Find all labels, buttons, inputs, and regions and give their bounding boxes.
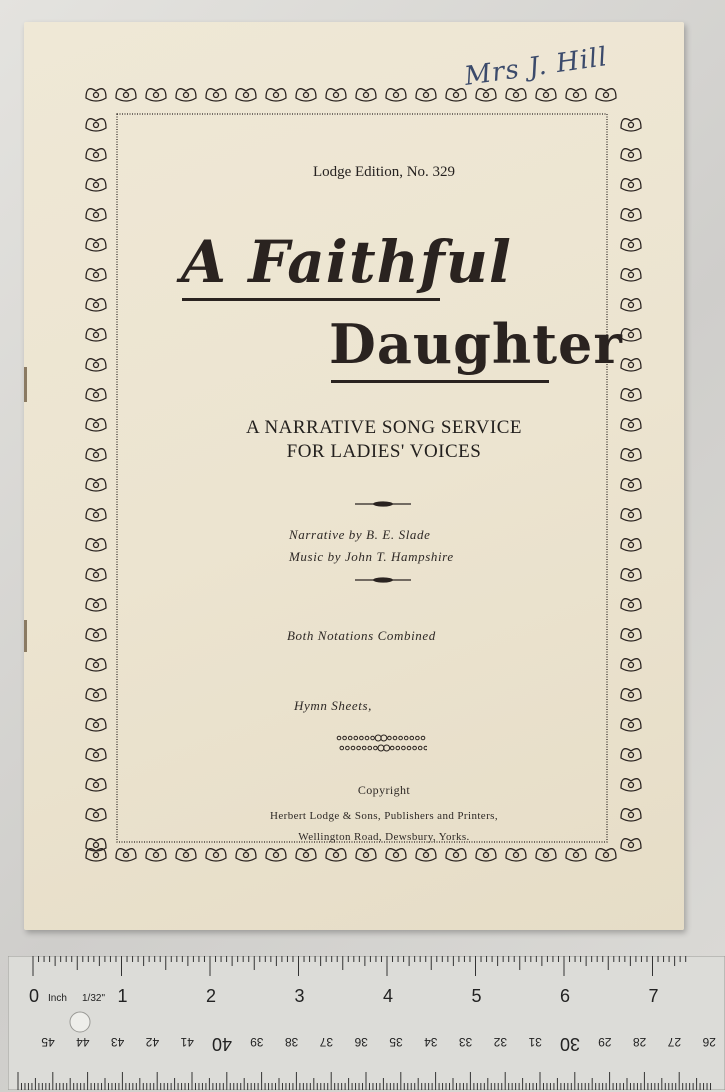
border-flower-center xyxy=(629,483,634,488)
border-flower xyxy=(621,119,641,131)
border-flower xyxy=(536,89,556,101)
ruler-cm-number: 32 xyxy=(493,1035,508,1049)
border-flower xyxy=(296,89,316,101)
ruler-cm-number: 43 xyxy=(110,1035,125,1049)
border-flower xyxy=(86,719,106,731)
border-flower-center xyxy=(604,93,609,98)
border-flower-center xyxy=(629,213,634,218)
ruler-inch-number: 0 xyxy=(29,986,40,1006)
border-flower-center xyxy=(184,93,189,98)
ruler-cm-number: 34 xyxy=(424,1035,438,1049)
border-flower-center xyxy=(424,93,429,98)
divider-ornament xyxy=(353,574,413,586)
border-flower-center xyxy=(94,453,99,458)
border-flower-center xyxy=(94,693,99,698)
title-underline-2 xyxy=(331,380,549,383)
ornament-dot xyxy=(404,736,408,740)
ruler-hole xyxy=(70,1012,90,1032)
border-flower-center xyxy=(124,853,129,858)
ruler-inch-number: 7 xyxy=(648,986,659,1006)
border-flower-center xyxy=(629,333,634,338)
border-flower-center xyxy=(94,423,99,428)
border-flower xyxy=(86,449,106,461)
ornament-dot xyxy=(368,746,372,750)
ornament-dot xyxy=(337,736,341,740)
border-flower-center xyxy=(629,813,634,818)
title-underline-1 xyxy=(182,298,440,301)
border-flower xyxy=(86,269,106,281)
border-flower xyxy=(86,149,106,161)
border-flower-center xyxy=(629,603,634,608)
ruler-body xyxy=(8,956,725,1090)
ornament-dot xyxy=(410,736,414,740)
ornament-dot xyxy=(354,736,358,740)
border-flower-center xyxy=(94,393,99,398)
border-flower-center xyxy=(94,723,99,728)
border-flower-center xyxy=(629,363,634,368)
border-flower-center xyxy=(94,603,99,608)
border-flower-center xyxy=(484,93,489,98)
border-flower-center xyxy=(94,513,99,518)
border-flower-center xyxy=(629,723,634,728)
handwritten-signature: Mrs J. Hill xyxy=(462,42,610,92)
border-flower-center xyxy=(629,753,634,758)
border-flower-center xyxy=(94,853,99,858)
ornament-dot xyxy=(365,736,369,740)
border-flower-center xyxy=(94,363,99,368)
border-flower-center xyxy=(514,93,519,98)
border-flower-center xyxy=(154,93,159,98)
border-flower-center xyxy=(94,663,99,668)
copyright-notice: Copyright xyxy=(357,783,411,797)
publisher-info xyxy=(139,806,629,848)
border-flower-center xyxy=(94,573,99,578)
border-flower xyxy=(86,359,106,371)
border-flower-center xyxy=(629,303,634,308)
title-line-2: Daughter xyxy=(329,312,623,376)
subtitle-line-2: FOR LADIES' VOICES xyxy=(286,441,482,462)
border-flower-center xyxy=(629,183,634,188)
border-flower xyxy=(176,89,196,101)
border-flower-center xyxy=(94,483,99,488)
border-flower xyxy=(86,89,106,101)
border-flower xyxy=(86,329,106,341)
ruler-cm-number: 36 xyxy=(354,1035,368,1049)
subtitle xyxy=(139,416,629,464)
border-flower xyxy=(86,659,106,671)
border-flower xyxy=(86,299,106,311)
ruler-inch-label: Inch xyxy=(48,993,67,1004)
border-flower xyxy=(86,239,106,251)
border-flower-center xyxy=(94,243,99,248)
border-flower xyxy=(86,119,106,131)
border-flower-center xyxy=(629,513,634,518)
border-flower-center xyxy=(94,633,99,638)
cover-content xyxy=(139,140,629,865)
border-flower-center xyxy=(629,573,634,578)
border-flower-center xyxy=(94,273,99,278)
border-flower xyxy=(506,89,526,101)
border-flower-center xyxy=(304,93,309,98)
ruler-inch-number: 4 xyxy=(383,986,394,1006)
ruler-cm-number: 28 xyxy=(632,1035,647,1049)
border-flower xyxy=(86,419,106,431)
ornament-dot xyxy=(402,746,406,750)
border-flower xyxy=(86,569,106,581)
border-flower-center xyxy=(629,543,634,548)
ruler-inch-number: 2 xyxy=(206,986,217,1006)
border-flower-center xyxy=(629,393,634,398)
hymn-sheets-note: Hymn Sheets, xyxy=(294,698,372,713)
border-flower xyxy=(386,89,406,101)
ruler-inch-number: 3 xyxy=(294,986,305,1006)
border-flower-center xyxy=(244,93,249,98)
border-flower-center xyxy=(629,453,634,458)
border-flower xyxy=(86,839,106,851)
border-flower-center xyxy=(94,123,99,128)
border-flower-center xyxy=(629,783,634,788)
ornament-dot xyxy=(413,746,417,750)
ruler-cm-number: 26 xyxy=(702,1035,716,1049)
border-flower-center xyxy=(574,93,579,98)
ornament-dot xyxy=(424,746,427,750)
border-flower-center xyxy=(334,93,339,98)
border-flower-center xyxy=(94,753,99,758)
border-flower-center xyxy=(629,633,634,638)
ornament-dot xyxy=(407,746,411,750)
title-line-1: A Faithful xyxy=(181,228,512,296)
divider-ornament xyxy=(353,498,413,510)
credits xyxy=(289,524,454,568)
ruler-cm-number: 37 xyxy=(319,1035,334,1049)
ornament-dot xyxy=(362,746,366,750)
notations-note: Both Notations Combined xyxy=(287,628,436,643)
border-flower xyxy=(86,629,106,641)
border-flower xyxy=(86,599,106,611)
border-flower-center xyxy=(629,153,634,158)
ornament-dot xyxy=(390,746,394,750)
border-flower-center xyxy=(629,663,634,668)
ruler-cm-number: 44 xyxy=(76,1035,90,1049)
ruler-cm-number: 39 xyxy=(250,1035,264,1049)
border-flower-center xyxy=(94,543,99,548)
border-flower-center xyxy=(544,93,549,98)
ruler-cm-number: 38 xyxy=(284,1035,299,1049)
border-flower-center xyxy=(94,183,99,188)
border-flower xyxy=(86,779,106,791)
border-flower-center xyxy=(629,243,634,248)
border-flower xyxy=(116,849,136,861)
measuring-ruler xyxy=(8,956,725,1090)
border-flower xyxy=(86,689,106,701)
ruler-cm-number: 33 xyxy=(458,1035,473,1049)
border-flower-center xyxy=(629,423,634,428)
border-flower xyxy=(86,209,106,221)
border-flower xyxy=(86,749,106,761)
border-flower xyxy=(476,89,496,101)
border-flower-center xyxy=(94,333,99,338)
border-flower-center xyxy=(94,213,99,218)
border-flower xyxy=(236,89,256,101)
border-flower xyxy=(566,89,586,101)
border-flower xyxy=(266,89,286,101)
border-flower xyxy=(86,539,106,551)
border-flower-center xyxy=(394,93,399,98)
border-flower-center xyxy=(94,783,99,788)
border-flower-center xyxy=(214,93,219,98)
ornament-dot xyxy=(343,736,347,740)
border-flower xyxy=(86,389,106,401)
ruler-cm-number: 35 xyxy=(389,1035,403,1049)
ornament-dot xyxy=(351,746,355,750)
border-flower xyxy=(86,479,106,491)
ornament-dot xyxy=(371,736,375,740)
border-flower-center xyxy=(629,843,634,848)
border-flower-center xyxy=(454,93,459,98)
border-flower xyxy=(86,179,106,191)
ruler-cm-number: 40 xyxy=(211,1034,233,1054)
border-flower xyxy=(86,809,106,821)
border-flower-center xyxy=(94,303,99,308)
ruler-cm-number: 31 xyxy=(528,1035,542,1049)
border-flower xyxy=(446,89,466,101)
border-flower xyxy=(326,89,346,101)
border-flower xyxy=(416,89,436,101)
music-credit: Music by John T. Hampshire xyxy=(289,549,454,564)
ornament-dot xyxy=(399,736,403,740)
border-flower xyxy=(146,89,166,101)
ruler-inch-number: 1 xyxy=(117,986,128,1006)
ruler-cm-number: 27 xyxy=(667,1035,682,1049)
border-flower-center xyxy=(94,93,99,98)
edition-number: Lodge Edition, No. 329 xyxy=(312,164,456,180)
ornament-dot xyxy=(388,736,392,740)
border-flower-center xyxy=(629,123,634,128)
border-flower-center xyxy=(94,153,99,158)
border-flower-center xyxy=(364,93,369,98)
ruler-cm-number: 42 xyxy=(145,1035,160,1049)
border-flower-center xyxy=(94,843,99,848)
border-flower xyxy=(206,89,226,101)
ruler-cm-number: 30 xyxy=(559,1034,581,1054)
border-flower-center xyxy=(629,693,634,698)
ruler-fraction-label: 1/32" xyxy=(82,993,106,1004)
ruler-cm-number: 29 xyxy=(598,1035,612,1049)
ornament-dot xyxy=(346,746,350,750)
ornament-dot xyxy=(360,736,364,740)
border-flower xyxy=(596,89,616,101)
narrative-credit: Narrative by B. E. Slade xyxy=(289,527,431,542)
booklet-cover xyxy=(24,22,684,930)
border-flower-center xyxy=(629,273,634,278)
ruler-inch-number: 6 xyxy=(560,986,571,1006)
ruler-inch-number: 5 xyxy=(471,986,482,1006)
border-flower-center xyxy=(94,813,99,818)
ornament-dot xyxy=(393,736,397,740)
ruler-cm-number: 45 xyxy=(41,1035,55,1049)
border-flower xyxy=(86,509,106,521)
border-flower-center xyxy=(274,93,279,98)
ornament-dot xyxy=(396,746,400,750)
dotted-ornament xyxy=(335,732,427,754)
ornament-dot xyxy=(416,736,420,740)
subtitle-line-1: A NARRATIVE SONG SERVICE xyxy=(246,417,522,438)
border-flower xyxy=(356,89,376,101)
publisher-line-2: Wellington Road, Dewsbury, Yorks. xyxy=(298,831,470,843)
ornament-dot xyxy=(357,746,361,750)
border-flower-center xyxy=(124,93,129,98)
ornament-dot xyxy=(374,746,378,750)
ornament-dot xyxy=(418,746,422,750)
ornament-dot xyxy=(340,746,344,750)
publisher-line-1: Herbert Lodge & Sons, Publishers and Printers, xyxy=(270,810,498,822)
border-flower xyxy=(116,89,136,101)
ruler-cm-number: 41 xyxy=(180,1035,194,1049)
ornament-dot xyxy=(421,736,425,740)
ornament-dot xyxy=(348,736,352,740)
